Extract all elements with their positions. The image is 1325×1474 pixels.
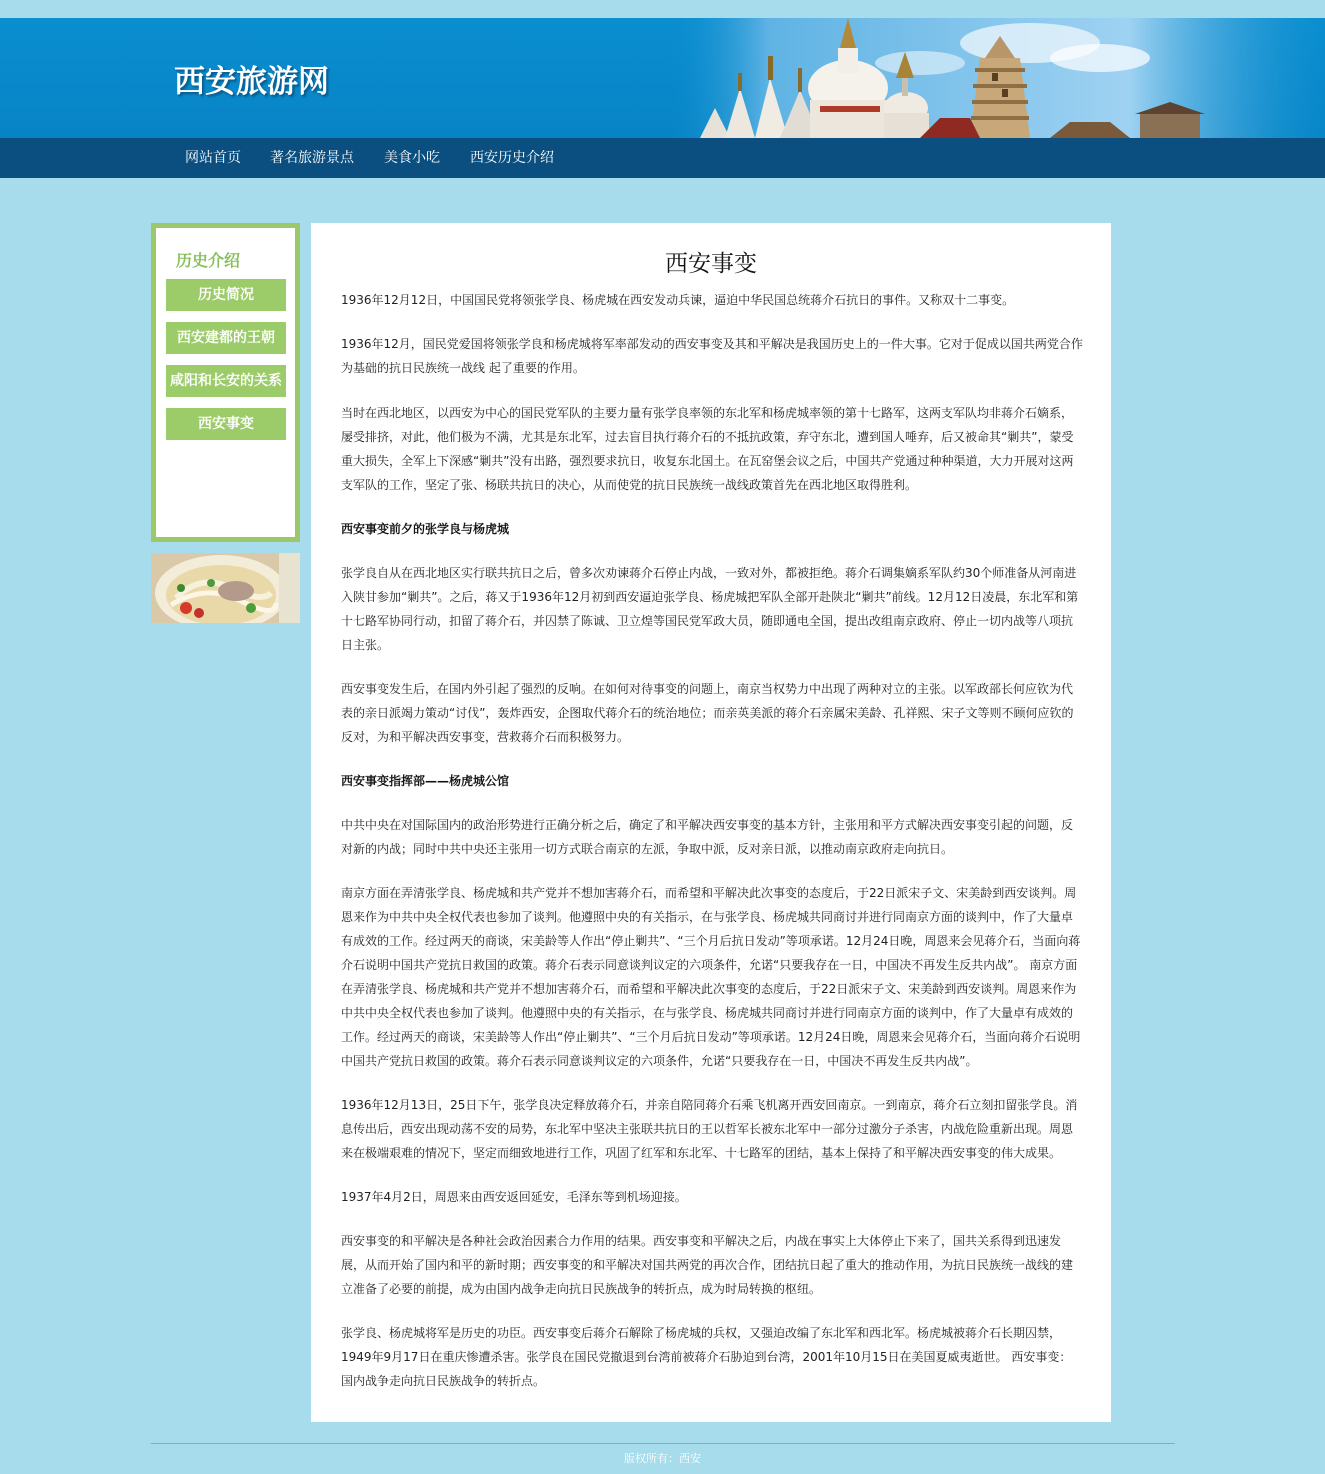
food-photo	[151, 553, 300, 623]
nav-attractions[interactable]: 著名旅游景点	[270, 150, 354, 166]
article-paragraph: 1936年12月12日，中国国民党将领张学良、杨虎城在西安发动兵谏，逼迫中华民国总统蒋介石抗日的事件。又称双十二事变。	[341, 293, 1015, 307]
footer-divider	[151, 1443, 1175, 1444]
sidebar	[151, 223, 300, 542]
article-paragraph: 1936年12月，国民党爱国将领张学良和杨虎城将军率部发动的西安事变及其和平解决是我国历史上的一件大事。它对于促成以国共两党合作为基础的抗日民族统一战线 起了重要的作用。	[341, 337, 1083, 375]
article-paragraph: 张学良自从在西北地区实行联共抗日之后，曾多次劝谏蒋介石停止内战，一致对外，都被拒绝。蒋介石调集嫡系军队约30个师准备从河南进入陕甘参加“剿共”。之后，蒋又于1936年12月初到西安逼迫张学良、杨虎城把军队全部开赴陕北“剿共”前线。12月12日凌晨，东北军和第十七路军协同行动，扣留了蒋介石，并囚禁了陈诚、卫立煌等国民党军政大员，随即通电全国，提出改组南京政府、停止一切内战等八项抗日主张。	[341, 566, 1079, 652]
header-banner	[0, 18, 1325, 138]
article-paragraph: 当时在西北地区，以西安为中心的国民党军队的主要力量有张学良率领的东北军和杨虎城率领的第十七路军，这两支军队均非蒋介石嫡系，屡受排挤，对此，他们极为不满，尤其是东北军，过去盲目执行蒋介石的不抵抗政策，弃守东北，遭到国人唾弃，后又被命其“剿共”，蒙受重大损失，全军上下深感“剿共”没有出路，强烈要求抗日，收复东北国土。在瓦窑堡会议之后，中国共产党通过种种渠道，大力开展对这两支军队的工作，坚定了张、杨联共抗日的决心，从而使党的抗日民族统一战线政策首先在西北地区取得胜利。	[341, 406, 1074, 492]
main-nav	[0, 138, 1325, 178]
footer-copyright: 版权所有：西安	[624, 1452, 701, 1465]
article-panel	[311, 223, 1111, 1422]
nav-history[interactable]: 西安历史介绍	[470, 150, 554, 166]
article-subheading: 西安事变前夕的张学良与杨虎城	[341, 522, 510, 536]
site-logo[interactable]: 西安旅游网	[174, 64, 329, 100]
article-subheading: 西安事变指挥部——杨虎城公馆	[341, 774, 510, 788]
nav-food[interactable]: 美食小吃	[384, 150, 440, 166]
nav-home[interactable]: 网站首页	[185, 150, 241, 166]
sidebar-item-xian-incident[interactable]: 西安事变	[166, 408, 286, 440]
article-title: 西安事变	[665, 251, 757, 277]
xian-scenery-image	[670, 18, 1325, 138]
article-paragraph: 南京方面在弄清张学良、杨虎城和共产党并不想加害蒋介石，而希望和平解决此次事变的态度后，于22日派宋子文、宋美龄到西安谈判。周恩来作为中共中央全权代表也参加了谈判。他遵照中央的有关指示，在与张学良、杨虎城共同商讨并进行同南京方面的谈判中，作了大量卓有成效的工作。经过两天的商谈，宋美龄等人作出“停止剿共”、“三个月后抗日发动”等项承诺。12月24日晚，周恩来会见蒋介石，当面向蒋介石说明中国共产党抗日救国的政策。蒋介石表示同意谈判议定的六项条件，允诺“只要我存在一日，中国决不再发生反共内战”。 南京方面在弄清张学良、杨虎城和共产党并不想加害蒋介石，而希望和平解决此次事变的态度后，于22日派宋子文、宋美龄到西安谈判。周恩来作为中共中央全权代表也参加了谈判。他遵照中央的有关指示，在与张学良、杨虎城共同商讨并进行同南京方面的谈判中，作了大量卓有成效的工作。经过两天的商谈，宋美龄等人作出“停止剿共”、“三个月后抗日发动”等项承诺。12月24日晚，周恩来会见蒋介石，当面向蒋介石说明中国共产党抗日救国的政策。蒋介石表示同意谈判议定的六项条件，允诺“只要我存在一日，中国决不再发生反共内战”。	[341, 886, 1081, 1068]
sidebar-item-history-overview[interactable]: 历史简况	[166, 279, 286, 311]
article-paragraph: 1936年12月13日，25日下午，张学良决定释放蒋介石，并亲自陪同蒋介石乘飞机离开西安回南京。一到南京，蒋介石立刻扣留张学良。消息传出后，西安出现动荡不安的局势，东北军中坚决主张联共抗日的王以哲军长被东北军中一部分过激分子杀害，内战危险重新出现。周恩来在极端艰难的情况下，坚定而细致地进行工作，巩固了红军和东北军、十七路军的团结，基本上保持了和平解决西安事变的伟大成果。	[341, 1098, 1078, 1160]
sidebar-title: 历史介绍	[176, 251, 241, 270]
article-paragraph: 1937年4月2日，周恩来由西安返回延安，毛泽东等到机场迎接。	[341, 1190, 687, 1204]
top-strip	[0, 0, 1325, 18]
article-paragraph: 西安事变的和平解决是各种社会政治因素合力作用的结果。西安事变和平解决之后，内战在事实上大体停止下来了，国共关系得到迅速发展，从而开始了国内和平的新时期；西安事变的和平解决对国共两党的再次合作，团结抗日起了重大的推动作用，为抗日民族统一战线的建立准备了必要的前提，成为由国内战争走向抗日民族战争的转折点，成为时局转换的枢纽。	[341, 1234, 1074, 1296]
sidebar-item-dynasties[interactable]: 西安建都的王朝	[166, 322, 286, 354]
article-paragraph: 张学良、杨虎城将军是历史的功臣。西安事变后蒋介石解除了杨虎城的兵权，又强迫改编了东北军和西北军。杨虎城被蒋介石长期囚禁，1949年9月17日在重庆惨遭杀害。张学良在国民党撤退到台湾前被蒋介石胁迫到台湾，2001年10月15日在美国夏威夷逝世。 西安事变：国内战争走向抗日民族战争的转折点。	[341, 1326, 1072, 1388]
sidebar-item-xianyang-changan[interactable]: 咸阳和长安的关系	[166, 365, 286, 397]
article-paragraph: 西安事变发生后，在国内外引起了强烈的反响。在如何对待事变的问题上，南京当权势力中出现了两种对立的主张。以军政部长何应钦为代表的亲日派竭力策动“讨伐”，轰炸西安，企图取代蒋介石的统治地位；而亲英美派的蒋介石亲属宋美龄、孔祥熙、宋子文等则不顾何应钦的反对，为和平解决西安事变，营救蒋介石而积极努力。	[341, 682, 1074, 744]
article-paragraph: 中共中央在对国际国内的政治形势进行正确分析之后，确定了和平解决西安事变的基本方针，主张用和平方式解决西安事变引起的问题，反对新的内战；同时中共中央还主张用一切方式联合南京的左派，争取中派，反对亲日派，以推动南京政府走向抗日。	[341, 818, 1074, 856]
